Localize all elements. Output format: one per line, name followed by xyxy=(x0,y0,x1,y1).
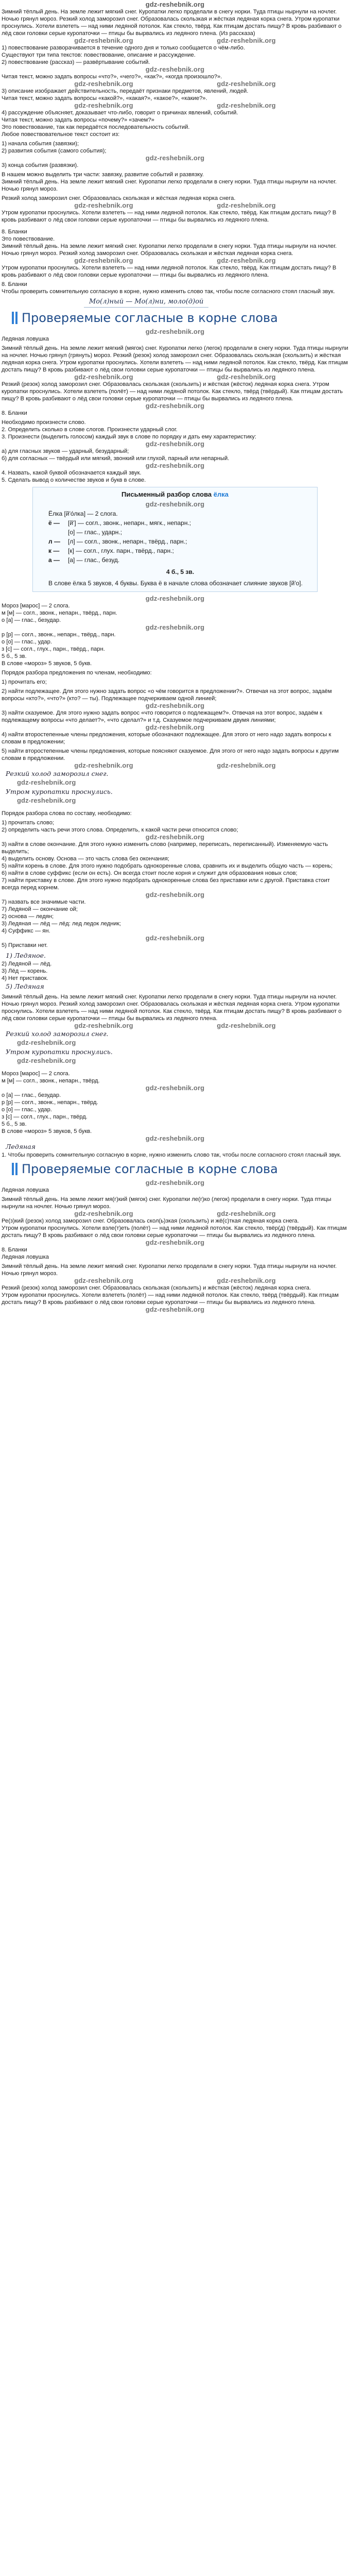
watermark-row xyxy=(2,462,348,469)
watermark-row xyxy=(2,1022,348,1029)
watermark-text: gdz-reshebnik.org xyxy=(145,462,205,469)
watermark-text: gdz-reshebnik.org xyxy=(145,702,205,709)
watermark-text: gdz-reshebnik.org xyxy=(145,1239,205,1246)
paragraph: 2) Ледяной — лёд. xyxy=(2,961,52,967)
watermark-row xyxy=(2,37,348,44)
handwritten-sentence: Резкий холод заморозил снег. xyxy=(6,1030,109,1038)
scheme-sound: [к] — согл., глух. парн., твёрд., парн.; xyxy=(68,547,174,554)
watermark-text: gdz-reshebnik.org xyxy=(145,1179,205,1187)
section-heading xyxy=(2,308,348,328)
paragraph: 1. Чтобы проверить сомнительную согласную в корне, нужно изменить слово так, чтобы после согласного стоял гласный звук. xyxy=(2,1152,342,1158)
paragraph: Читая текст, можно задать вопросы «какой?», «какая?», «какое?», «какие?». xyxy=(2,95,207,101)
watermark-text: gdz-reshebnik.org xyxy=(217,1277,276,1284)
scheme-row xyxy=(38,546,312,555)
watermark-row xyxy=(2,102,348,109)
paragraph: 4) рассуждение объясняет, доказывает что-либо, говорит о причинах явлений, событий. xyxy=(2,110,238,116)
scheme-heading-word: ёлка xyxy=(213,490,229,498)
paragraph: 5 б., 5 зв. xyxy=(2,1121,27,1127)
paragraph: Резкий (резок) холод заморозил снег. Образовалась скользкая (скользить) и жёсткая (жёсток) ледяная корка снега. Утром куропатки проснулись. Хотели взлететь (полёт) — над ними ледяной потолок. Как стекло, твёрд (твёрдый). Как птицам достать пищу? В кровь разбивают о лёд свои головки серые куропаточки — птицы бы вырвались из ледяного плена. xyxy=(2,381,343,402)
paragraph: о [а] — глас., безудар. xyxy=(2,1092,61,1098)
paragraph: Утром куропатки проснулись. Хотели взлететь (полёт) — над ними ледяной потолок. Как стекло, твёрд (твёрдый). Как птицам достать пищу? В кровь разбивают о лёд свои головки серые куропаточки — птицы бы вырвались из ледяного плена. xyxy=(2,1292,339,1306)
paragraph: 2) найти подлежащее. Для этого нужно задать вопрос «о чём говорится в предложении?». Отвечая на этот вопрос, задаём вопросы «кто?», «что?» (кто? — ты). Подлежащее подчеркиваем одной линией; xyxy=(2,688,332,702)
paragraph: 7) Ледяной — окончание ой; xyxy=(2,906,78,912)
watermark-row xyxy=(2,891,348,899)
scheme-summary-num: 4 б., 5 зв. xyxy=(166,568,195,575)
paragraph: р [р] — согл., звонк., непарн., твёрд. xyxy=(2,1099,98,1106)
paragraph: з [с] — согл., глух., парн., твёрд. xyxy=(2,1114,87,1120)
paragraph xyxy=(2,920,348,927)
watermark-text: gdz-reshebnik.org xyxy=(217,257,276,264)
scheme-box xyxy=(32,487,318,592)
paragraph: Существуют три типа текстов: повествование, описание и рассуждение. xyxy=(2,52,196,58)
scheme-word-line: Ёлка [й'о́лка] — 2 слога. xyxy=(48,510,118,517)
paragraph: Зимний тёплый день. На земле лежит мягкий снег. Куропатки легко проделали в снегу норки. Туда птицы нырнули на ночлег. Ночью грянул мороз. xyxy=(2,179,337,192)
watermark-text: gdz-reshebnik.org xyxy=(74,373,133,381)
paragraph: о [о] — глас., удар. xyxy=(2,1107,52,1113)
watermark-text: gdz-reshebnik.org xyxy=(74,761,133,769)
watermark-row xyxy=(2,796,348,805)
paragraph: 2) определить часть речи этого слова. Определить, к какой части речи относится слово; xyxy=(2,827,238,833)
paragraph: б) для согласных — твёрдый или мягкий, звонкий или глухой, парный или непарный. xyxy=(2,455,230,462)
watermark-text: gdz-reshebnik.org xyxy=(74,257,133,264)
heading-title: Проверяемые согласные в корне слова xyxy=(22,1162,278,1176)
paragraph: м [м] — согл., звонк., непарн., твёрд., парн. xyxy=(2,610,117,616)
paragraph: Это повествование, так как передаётся последовательность событий. xyxy=(2,124,190,130)
watermark-row xyxy=(2,1239,348,1246)
paragraph: 4) выделить основу. Основа — это часть слова без окончания; xyxy=(2,856,169,862)
paragraph: Ре(з)кий (резок) холод заморозил снег. Образовалась скол(ь)зкая (скользить) и жё(с)ткая ледяная корка снега. xyxy=(2,1218,299,1224)
paragraph: В слове «мороз» 5 звуков, 5 букв. xyxy=(2,1128,92,1134)
watermark-row xyxy=(2,724,348,731)
handwritten-sentence: Резкий холод заморозил снег. xyxy=(6,770,109,777)
paragraph: Читая текст, можно задать вопросы «что?», «чего?», «как?», «когда произошло?». xyxy=(2,74,222,80)
paragraph: 3) Лёд — корень. xyxy=(2,968,48,974)
watermark-row xyxy=(2,328,348,335)
watermark-row xyxy=(2,834,348,841)
watermark-row xyxy=(2,1135,348,1142)
watermark-text: gdz-reshebnik.org xyxy=(145,623,205,631)
watermark-row xyxy=(2,624,348,631)
watermark-text: gdz-reshebnik.org xyxy=(217,201,276,209)
watermark-text: gdz-reshebnik.org xyxy=(145,328,205,335)
paragraph: Это повествование. xyxy=(2,236,55,242)
paragraph: 2) повествование (рассказ) — развёртывание событий. xyxy=(2,59,150,65)
scheme-heading-prefix: Письменный разбор слова xyxy=(121,490,214,498)
watermark-text: gdz-reshebnik.org xyxy=(145,833,205,841)
paragraph: 4) Нет приставок. xyxy=(2,975,48,981)
watermark-row xyxy=(2,1057,348,1065)
paragraph: о [о] — глас., удар. xyxy=(2,639,52,645)
watermark-text: gdz-reshebnik.org xyxy=(145,723,205,731)
watermark-row xyxy=(2,66,348,73)
watermark-text: gdz-reshebnik.org xyxy=(74,101,133,109)
watermark-text: gdz-reshebnik.org xyxy=(145,934,205,942)
paragraph: 4) найти второстепенные члены предложения, которые обозначают подлежащее. Для этого от него надо задать вопросы к словам в предложении; xyxy=(2,732,331,745)
intro-text: Зимний тёплый день. На земле лежит мягкий снег. Куропатки легко проделали в снегу норки. Туда птицы нырнули на ночлег. Ночью грянул мороз. Резкий холод заморозил снег. Образовалась скользкая и жёсткая ледяная корка снега. Утром куропатки проснулись. Хотели взлететь — над ними ледяной потолок. Как стекло, твёрд. Как птицам достать пищу? В кровь разбивают о лёд свои головки серые куропаточки — птицы бы вырвались из ледяного плена. (Из рассказа) xyxy=(2,9,342,37)
paragraph: Зимний тёплый день. На земле лежит мя(г)кий (мягок) снег. Куропатки ле(г)ко (легок) проделали в снегу норки. Туда птицы нырнули на ночлег. Ночью грянул мороз. xyxy=(2,1196,331,1210)
heading-bars-icon xyxy=(12,312,18,324)
scheme-heading xyxy=(38,490,312,498)
handwritten-word: 5) Ледяная xyxy=(6,982,44,990)
paragraph: Мороз [марос] — 2 слога. xyxy=(2,1071,70,1077)
watermark-text: gdz-reshebnik.org xyxy=(217,761,276,769)
paragraph: Ледяная ловушка xyxy=(2,1254,49,1260)
paragraph: 4. Назвать, какой буквой обозначается каждый звук. xyxy=(2,470,142,476)
paragraph: о [а] — глас., безудар. xyxy=(2,617,61,623)
handwritten-word: Ледяная xyxy=(6,1143,36,1150)
heading-bars-icon xyxy=(12,1163,18,1175)
watermark-text: gdz-reshebnik.org xyxy=(217,101,276,109)
paragraph: 5 б., 5 зв. xyxy=(2,653,27,659)
watermark-row xyxy=(2,440,348,448)
paragraph: Резкий холод заморозил снег. Образовалась скользкая и жёсткая ледяная корка снега. xyxy=(2,195,236,201)
watermark-text: gdz-reshebnik.org xyxy=(17,1039,76,1046)
watermark-row xyxy=(2,762,348,769)
paragraph: з [с] — согл., глух., парн., твёрд., парн. xyxy=(2,646,105,652)
paragraph: В слове «мороз» 5 звуков, 5 букв. xyxy=(2,660,92,667)
watermark-text: gdz-reshebnik.org xyxy=(74,80,133,88)
paragraph: В нашем можно выделить три части: завязку, развитие событий и развязку. xyxy=(2,172,204,178)
paragraph: 5. Сделать вывод о количестве звуков и букв в слове. xyxy=(2,477,146,483)
paragraph: 8. Бланки xyxy=(2,229,27,235)
paragraph: Ледяная ловушка xyxy=(2,336,49,342)
paragraph: Чтобы проверить сомнительную согласную в корне, нужно изменить слово так, чтобы после согласного стоял гласный звук. xyxy=(2,289,335,295)
paragraph: 1) прочитать его; xyxy=(2,679,47,685)
scheme-row xyxy=(38,555,312,565)
scheme-letter: а — xyxy=(48,556,60,564)
document-body xyxy=(0,8,350,1313)
paragraph: 7) найти приставку в слове. Для этого нужно подобрать однокоренные слова без приставки или с другой. Приставка стоит всегда перед корнем. xyxy=(2,877,330,891)
watermark-text: gdz-reshebnik.org xyxy=(145,1134,205,1142)
watermark-row xyxy=(2,1277,348,1284)
watermark-text: gdz-reshebnik.org xyxy=(145,891,205,899)
scheme-sound: [л] — согл., звонк., непарн., твёрд., парн.; xyxy=(68,538,187,545)
section-heading xyxy=(2,1159,348,1179)
paragraph: р [р] — согл., звонк., непарн., твёрд., парн. xyxy=(2,632,116,638)
watermark-text: gdz-reshebnik.org xyxy=(145,1306,205,1313)
scheme-letter: л — xyxy=(48,538,60,545)
paragraph: 8. Бланки xyxy=(2,410,27,416)
paragraph: Резкий (резок) холод заморозил снег. Образовалась скользкая (скользить) и жёсткая (жёсток) ледяная корка снега. xyxy=(2,1285,311,1291)
watermark-row xyxy=(2,1179,348,1187)
scheme-sound: [о] — глас., ударн.; xyxy=(68,529,122,536)
watermark-row xyxy=(2,80,348,88)
top-watermark: gdz-reshebnik.org xyxy=(145,1,205,8)
paragraph: 3. Произнести (выделить голосом) каждый звук в слове по порядку и дать ему характеристику: xyxy=(2,434,256,440)
paragraph: 3) описание изображает действительность, передаёт признаки предметов, явлений, людей. xyxy=(2,88,249,94)
watermark-row xyxy=(2,374,348,381)
watermark-text: gdz-reshebnik.org xyxy=(74,1277,133,1284)
watermark-row xyxy=(38,500,312,509)
watermark-row xyxy=(2,702,348,709)
scheme-row xyxy=(38,528,312,537)
paragraph: 5) найти второстепенные члены предложения, которые поясняют сказуемое. Для этого от него надо задать вопросы к другим словам в предложении. xyxy=(2,748,339,761)
scheme-row xyxy=(38,537,312,546)
paragraph: Зимний тёплый день. На земле лежит мягкий снег. Куропатки легко проделали в снегу норки. Туда птицы нырнули на ночлег. Ночью грянул мороз. Резкий холод заморозил снег. Образовалась скользкая и жёсткая ледяная корка снега. xyxy=(2,243,337,257)
watermark-text: gdz-reshebnik.org xyxy=(145,500,205,508)
watermark-text: gdz-reshebnik.org xyxy=(74,201,133,209)
watermark-text: gdz-reshebnik.org xyxy=(145,402,205,410)
watermark-row xyxy=(2,935,348,942)
scheme-example-wrap xyxy=(2,295,348,308)
watermark-text: gdz-reshebnik.org xyxy=(74,1210,133,1217)
paragraph: Читая текст, можно задать вопросы «почему?» «зачем?» xyxy=(2,117,154,123)
scheme-row xyxy=(38,518,312,528)
paragraph: 1) повествование разворачивается в течение одного дня и только сообщается о чём-либо. xyxy=(2,45,245,51)
watermark-text: gdz-reshebnik.org xyxy=(74,37,133,44)
paragraph: м [м] — согл., звонк., непарн., твёрд. xyxy=(2,1078,100,1084)
paragraph: Утром куропатки проснулись. Хотели взле(т)еть (полёт) — над ними ледяной потолок. Как стекло, твёр(д) (твёрдый). Как птицам достать пищу? В кровь разбивают о лёд свои головки серые куропаточки — птицы бы вырвались из ледяного плена. xyxy=(2,1225,347,1239)
handwritten-scheme: Мо(л)ный — Мо(л)ни, моло(д)ой xyxy=(84,296,208,308)
paragraph: 3) конца события (развязки). xyxy=(2,162,79,168)
paragraph: Мороз [марос] — 2 слога. xyxy=(2,603,70,609)
paragraph: Зимний тёплый день. На земле лежит мягкий снег. Куропатки легко проделали в снегу норки. Туда птицы нырнули на ночлег. Ночью грянул мороз. Резкий холод заморозил снег. Образовалась скользкая и жёсткая ледяная корка снега. Утром куропатки проснулись. Хотели взлететь — над ними ледяной потолок. Как стекло, твёрд. Как птицам достать пищу? В кровь разбивают о лёд свои головки серые куропаточки — птицы бы вырвались из ледяного плена. xyxy=(2,994,342,1022)
paragraph: 6) найти в слове суффикс (если он есть). Он всегда стоит после корня и служит для образования новых слов; xyxy=(2,870,297,876)
watermark-text: gdz-reshebnik.org xyxy=(145,65,205,73)
scheme-summary: В слове ёлка 5 звуков, 4 буквы. Буква ё в начале слова обозначает слияние звуков [й'о]. xyxy=(48,580,303,587)
heading-title: Проверяемые согласные в корне слова xyxy=(22,311,278,325)
paragraph: 2) основа — ледян; xyxy=(2,913,54,920)
paragraph: Любое повествовательное текст состоит из: xyxy=(2,131,120,138)
watermark-row xyxy=(2,595,348,602)
paragraph: 1) начала события (завязки); xyxy=(2,141,79,147)
paragraph: 8. Бланки xyxy=(2,1247,27,1253)
watermark-text: gdz-reshebnik.org xyxy=(145,1084,205,1092)
watermark-row xyxy=(2,202,348,209)
watermark-text: gdz-reshebnik.org xyxy=(145,440,205,448)
scheme-letter: к — xyxy=(48,547,60,554)
paragraph: 2) развития события (самого события); xyxy=(2,148,107,154)
paragraph: 3) найти сказуемое. Для этого нужно задать вопрос «что говорится о подлежащем?». Отвечая на этот вопрос, задаём к подлежащему вопросы «что делает?», «что сделал?» и т.д. Сказуемое подчеркиваем двумя линиями; xyxy=(2,710,323,723)
watermark-row xyxy=(2,402,348,410)
watermark-row xyxy=(2,1210,348,1217)
paragraph: Зимний тёплый день. На земле лежит мягкий (мягок) снег. Куропатки легко (легок) проделали в снегу норки. Туда птицы нырнули на ночлег. Ночью грянул (грянуть) мороз. Резкий (резок) холод заморозил снег. Образовалась скользкая (скользить) и жёсткая ледяная корка снега. Утром куропатки проснулись. Хотели взлететь — над ними ледяной потолок. Как стекло, твёрд. Как птицам достать пищу? В кровь разбивают о лёд свои головки серые куропаточки — птицы бы вырвались из ледяного плена. xyxy=(2,345,348,373)
paragraph: Утром куропатки проснулись. Хотели взлететь — над ними ледяной потолок. Как стекло, твёрд. Как птицам достать пищу? В кровь разбивают о лёд свои головки серые куропаточки — птицы бы вырвались из ледяного плена. xyxy=(2,210,337,223)
watermark-row xyxy=(2,778,348,787)
paragraph: 4) Суффикс — ян. xyxy=(2,928,50,934)
paragraph: Порядок разбора предложения по членам, необходимо: xyxy=(2,670,152,676)
watermark-text: gdz-reshebnik.org xyxy=(217,80,276,88)
paragraph: 5) Приставки нет. xyxy=(2,942,48,948)
watermark-text: gdz-reshebnik.org xyxy=(217,1022,276,1029)
scheme-rows xyxy=(38,518,312,565)
scheme-letter: ё — xyxy=(48,519,60,527)
watermark-text: gdz-reshebnik.org xyxy=(17,1057,76,1064)
paragraph: Зимний тёплый день. На земле лежит мягкий снег. Куропатки легко проделали в снегу норки. Туда птицы нырнули на ночлег. Ночью грянул мороз. xyxy=(2,1263,337,1277)
watermark-text: gdz-reshebnik.org xyxy=(145,595,205,602)
paragraph: 5) найти корень в слове. Для этого нужно подобрать однокоренные слова, сравнить их и выделить общую часть — корень; xyxy=(2,863,333,869)
scheme-sound: [й'] — согл., звонк., непарн., мягк., непарн.; xyxy=(68,519,191,527)
handwritten-sentence: Утром куропатки проснулись. xyxy=(6,1048,113,1056)
paragraph: 3) найти в слове окончание. Для этого нужно изменить слово (например, переписать, переписанный). Изменяемую часть выделить; xyxy=(2,841,328,855)
watermark-text: gdz-reshebnik.org xyxy=(17,778,76,786)
handwritten-word: 1) Ледяное. xyxy=(6,952,46,959)
handwritten-sentence: Утром куропатки проснулись. xyxy=(6,788,113,795)
watermark-text: gdz-reshebnik.org xyxy=(217,37,276,44)
watermark-row xyxy=(2,1306,348,1313)
paragraph: 8. Бланки xyxy=(2,281,27,287)
watermark-text: gdz-reshebnik.org xyxy=(145,154,205,162)
watermark-row xyxy=(2,155,348,162)
watermark-row xyxy=(2,257,348,264)
paragraph: 7) назвать все значимые части. xyxy=(2,899,86,905)
watermark-text: gdz-reshebnik.org xyxy=(17,796,76,804)
paragraph-text: 3) Ледяная — лёд — лёд: лед ледок ледник; xyxy=(2,921,121,927)
watermark-text: gdz-reshebnik.org xyxy=(217,1210,276,1217)
scheme-sound: [а] — глас., безуд. xyxy=(68,556,120,564)
paragraph: Порядок разбора слова по составу, необходимо: xyxy=(2,810,132,817)
paragraph: Необходимо произнести слово. xyxy=(2,419,86,426)
watermark-text: gdz-reshebnik.org xyxy=(74,1022,133,1029)
paragraph: Ледяная ловушка xyxy=(2,1187,49,1193)
watermark-text: gdz-reshebnik.org xyxy=(217,373,276,381)
watermark-row xyxy=(2,1039,348,1047)
paragraph: 2. Определить сколько в слове слогов. Произнести ударный слог. xyxy=(2,427,178,433)
watermark-row xyxy=(2,1084,348,1092)
paragraph: а) для гласных звуков — ударный, безударный; xyxy=(2,448,129,454)
paragraph: Утром куропатки проснулись. Хотели взлететь — над ними ледяной потолок. Как стекло, твёрд. Как птицам достать пищу? В кровь разбивают о лёд свои головки серые куропаточки — птицы бы вырвались из ледяного плена. xyxy=(2,265,337,278)
paragraph: 1) прочитать слово; xyxy=(2,820,55,826)
